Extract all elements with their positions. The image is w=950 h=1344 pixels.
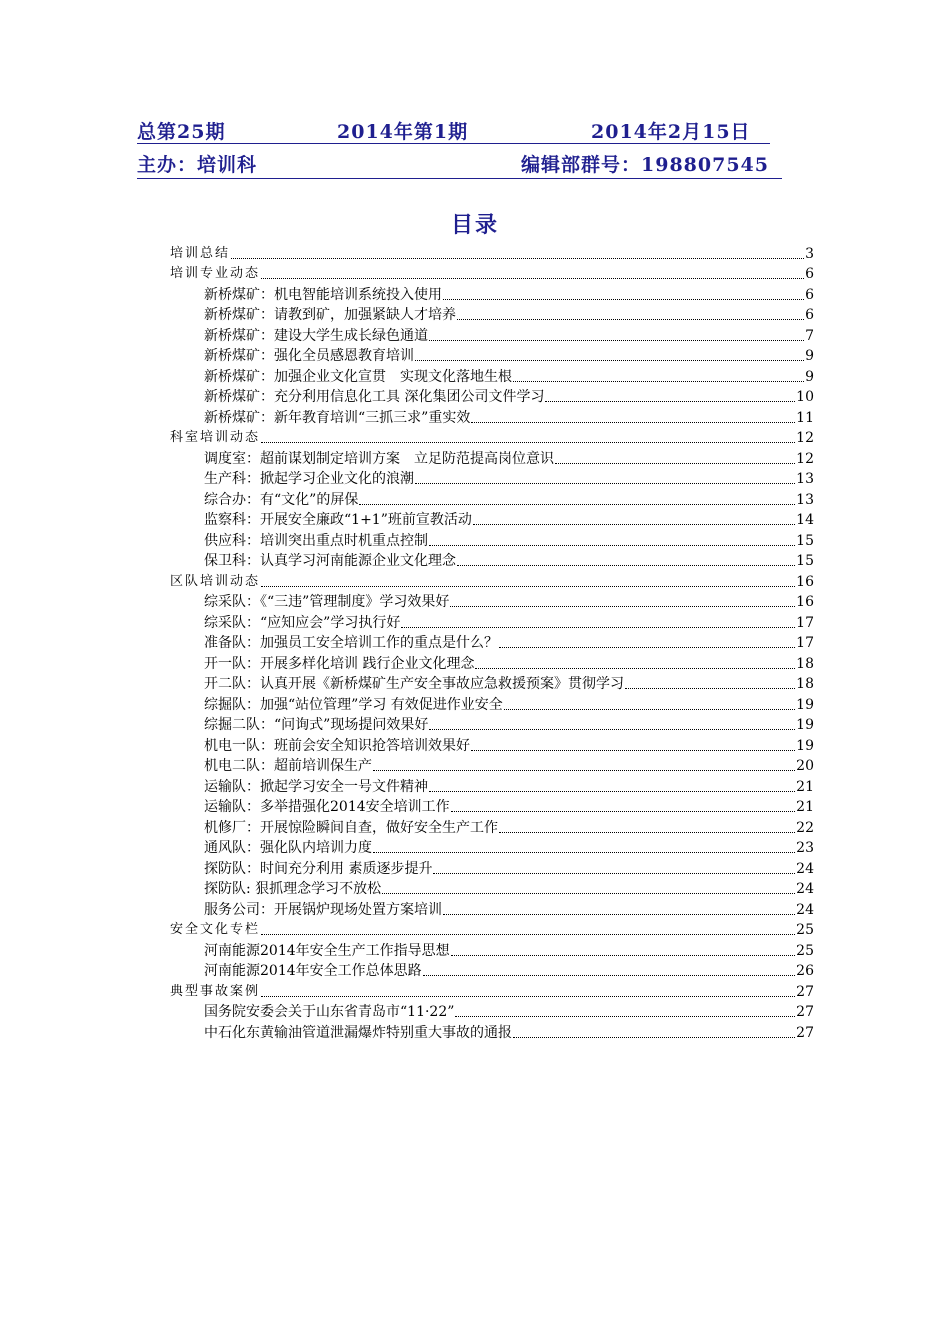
toc-leader-dots [443,298,804,300]
toc-leader-dots [373,769,795,771]
toc-page-number: 26 [796,963,814,979]
toc-page-number: 18 [796,655,814,672]
toc-page-number: 3 [805,245,814,262]
toc-leader-dots [261,585,795,587]
toc-entry[interactable] [170,284,814,305]
toc-leader-dots [473,523,795,525]
toc-entry-title: 新桥煤矿：请教到矿，加强紧缺人才培养 [204,307,456,323]
toc-page-number: 11 [796,409,814,426]
toc-entry[interactable] [170,940,814,961]
toc-page-number: 25 [796,922,814,938]
toc-leader-dots [457,564,795,566]
toc-leader-dots [429,728,795,730]
toc-page-number: 12 [796,450,814,467]
toc-leader-dots [261,995,795,997]
toc-entry-title: 新桥煤矿：建设大学生成长绿色通道 [204,327,428,344]
toc-leader-dots [401,626,795,628]
toc-page-number: 6 [805,266,814,282]
toc-leader-dots [373,851,795,853]
toc-leader-dots [499,646,795,648]
toc-entry-title: 新桥煤矿：强化全员感恩教育培训 [204,348,414,364]
toc-entry-title: 运输队：掀起学习安全一号文件精神 [204,778,428,795]
toc-page-number: 12 [796,430,814,446]
toc-leader-dots [261,933,795,935]
toc-entry-title: 机电二队：超前培训保生产 [204,758,372,774]
toc-entry[interactable] [170,756,814,777]
toc-entry-title: 综采队：“应知应会”学习执行好 [204,614,401,631]
toc-page-number: 14 [796,512,814,528]
toc-entry-title: 开一队：开展多样化培训 践行企业文化理念 [204,655,475,672]
toc-entry[interactable] [170,489,814,510]
toc-page-number: 23 [796,840,814,856]
toc-page-number: 9 [805,368,814,385]
toc-entry[interactable] [170,612,814,633]
toc-leader-dots [429,790,795,792]
toc-entry[interactable] [170,551,814,572]
toc-entry-title: 区队培训动态 [170,573,261,589]
toc-entry[interactable] [170,510,814,531]
toc-entry[interactable] [170,899,814,920]
editorial-group-number: 编辑部群号：198807545 [521,154,769,176]
toc-entry-title: 探防队: 狠抓理念学习不放松 [204,881,382,897]
toc-entry-title: 河南能源2014年安全生产工作指导思想 [204,942,450,959]
toc-page-number: 24 [796,860,814,877]
toc-page-number: 27 [796,983,814,1000]
toc-entry[interactable] [170,592,814,613]
toc-entry[interactable] [170,305,814,326]
toc-page-number: 9 [805,348,814,364]
toc-section-entry[interactable] [170,571,814,592]
toc-leader-dots [513,380,804,382]
toc-page-number: 24 [796,901,814,918]
toc-entry-title: 机修厂：开展惊险瞬间自查，做好安全生产工作 [204,819,498,836]
toc-section-entry[interactable] [170,981,814,1002]
toc-leader-dots [415,482,795,484]
toc-entry-title: 新桥煤矿：加强企业文化宣贯 实现文化落地生根 [204,368,512,385]
masthead-row-organizer [137,150,782,179]
toc-leader-dots [451,954,796,956]
toc-leader-dots [429,339,804,341]
toc-entry[interactable] [170,674,814,695]
toc-entry-title: 中石化东黄输油管道泄漏爆炸特别重大事故的通报 [204,1024,512,1041]
toc-leader-dots [261,277,804,279]
table-of-contents [170,243,814,1043]
toc-page-number: 21 [796,799,814,815]
toc-entry[interactable] [170,407,814,428]
toc-page-number: 19 [796,737,814,754]
toc-entry-title: 探防队：时间充分利用 素质逐步提升 [204,860,433,877]
toc-leader-dots [429,544,795,546]
toc-entry[interactable] [170,366,814,387]
toc-entry[interactable] [170,797,814,818]
toc-entry[interactable] [170,776,814,797]
toc-entry-title: 机电一队：班前会安全知识抢答培训效果好 [204,737,470,754]
toc-entry-title: 培训专业动态 [170,266,261,281]
masthead-divider [137,143,770,144]
toc-entry-title: 综掘二队：“问询式”现场提问效果好 [204,717,429,733]
toc-leader-dots [423,974,796,976]
toc-title: 目录 [450,212,499,238]
toc-entry[interactable] [170,1022,814,1043]
toc-leader-dots [471,421,795,423]
toc-page-number: 25 [796,942,814,959]
toc-entry-title: 综合办：有“文化”的屏保 [204,491,359,508]
toc-entry[interactable] [170,448,814,469]
toc-page-number: 22 [796,819,814,836]
toc-entry-title: 新桥煤矿：机电智能培训系统投入使用 [204,286,442,303]
toc-leader-dots [359,503,795,505]
toc-entry-title: 调度室：超前谋划制定培训方案 立足防范提高岗位意识 [204,450,554,467]
toc-page-number: 13 [796,491,814,508]
toc-leader-dots [545,400,795,402]
issue-total: 总第25期 [137,121,226,143]
toc-page-number: 19 [796,696,814,713]
toc-entry[interactable] [170,838,814,859]
toc-leader-dots [504,708,795,710]
toc-page-number: 16 [796,573,814,590]
toc-entry[interactable] [170,633,814,654]
toc-entry[interactable] [170,817,814,838]
masthead-row-issue [137,117,782,145]
toc-entry[interactable] [170,387,814,408]
toc-leader-dots [450,605,795,607]
toc-page-number: 7 [805,327,814,344]
toc-page-number: 19 [796,717,814,733]
toc-leader-dots [457,318,804,320]
toc-leader-dots [451,810,796,812]
toc-leader-dots [471,749,795,751]
toc-leader-dots [475,667,795,669]
toc-leader-dots [443,913,795,915]
toc-page-number: 21 [796,778,814,795]
toc-page-number: 20 [796,758,814,774]
toc-entry[interactable] [170,879,814,900]
toc-entry-title: 综采队：《“三违”管理制度》学习效果好 [204,594,450,610]
toc-entry[interactable] [170,653,814,674]
issue-date: 2014年2月15日 [591,121,751,143]
toc-entry-title: 安全文化专栏 [170,922,261,937]
toc-entry-title: 国务院安委会关于山东省青岛市“11·22” [204,1004,455,1020]
toc-page-number: 24 [796,881,814,897]
toc-entry-title: 生产科：掀起学习企业文化的浪潮 [204,471,414,487]
toc-leader-dots [513,1036,795,1038]
toc-section-entry[interactable] [170,428,814,449]
toc-entry[interactable] [170,1002,814,1023]
toc-entry[interactable] [170,858,814,879]
toc-page-number: 15 [796,532,814,549]
toc-page-number: 16 [796,594,814,610]
toc-entry-title: 通风队：强化队内培训力度 [204,840,372,856]
toc-entry-title: 科室培训动态 [170,430,261,445]
toc-page-number: 17 [796,614,814,631]
toc-entry-title: 综掘队：加强“站位管理”学习 有效促进作业安全 [204,696,503,713]
toc-entry-title: 供应科：培训突出重点时机重点控制 [204,532,428,549]
toc-page-number: 6 [805,307,814,323]
issue-year: 2014年第1期 [337,121,469,143]
toc-section-entry[interactable] [170,243,814,264]
toc-entry[interactable] [170,715,814,736]
toc-entry[interactable] [170,346,814,367]
toc-leader-dots [625,687,795,689]
toc-page-number: 17 [796,635,814,651]
toc-entry-title: 运输队：多举措强化2014安全培训工作 [204,799,450,815]
toc-leader-dots [455,1015,795,1017]
toc-leader-dots [499,831,795,833]
toc-leader-dots [382,892,795,894]
toc-entry-title: 准备队：加强员工安全培训工作的重点是什么？ [204,635,498,651]
toc-leader-dots [555,462,795,464]
toc-entry[interactable] [170,325,814,346]
toc-entry[interactable] [170,961,814,982]
toc-entry[interactable] [170,530,814,551]
organizer: 主办：培训科 [137,154,258,176]
toc-section-entry[interactable] [170,920,814,941]
toc-page-number: 27 [796,1004,814,1020]
toc-entry-title: 开二队：认真开展《新桥煤矿生产安全事故应急救援预案》贯彻学习 [204,676,624,692]
toc-entry-title: 河南能源2014年安全工作总体思路 [204,963,422,979]
toc-page-number: 6 [805,286,814,303]
toc-entry-title: 典型事故案例 [170,983,261,999]
toc-entry-title: 保卫科：认真学习河南能源企业文化理念 [204,553,456,569]
toc-leader-dots [433,872,795,874]
toc-entry-title: 服务公司：开展锅炉现场处置方案培训 [204,901,442,918]
toc-entry-title: 监察科：开展安全廉政“1+1”班前宣教活动 [204,512,472,528]
toc-entry-title: 新桥煤矿：充分利用信息化工具 深化集团公司文件学习 [204,389,545,405]
toc-entry[interactable] [170,735,814,756]
toc-page-number: 10 [796,389,814,405]
toc-entry-title: 培训总结 [170,245,231,261]
toc-entry[interactable] [170,469,814,490]
toc-page-number: 13 [796,471,814,487]
toc-leader-dots [261,441,795,443]
toc-page-number: 15 [796,553,814,569]
toc-entry[interactable] [170,694,814,715]
toc-leader-dots [231,257,804,259]
toc-leader-dots [415,359,804,361]
toc-section-entry[interactable] [170,264,814,285]
toc-page-number: 18 [796,676,814,692]
toc-page-number: 27 [796,1024,814,1041]
toc-entry-title: 新桥煤矿：新年教育培训“三抓三求”重实效 [204,409,471,426]
